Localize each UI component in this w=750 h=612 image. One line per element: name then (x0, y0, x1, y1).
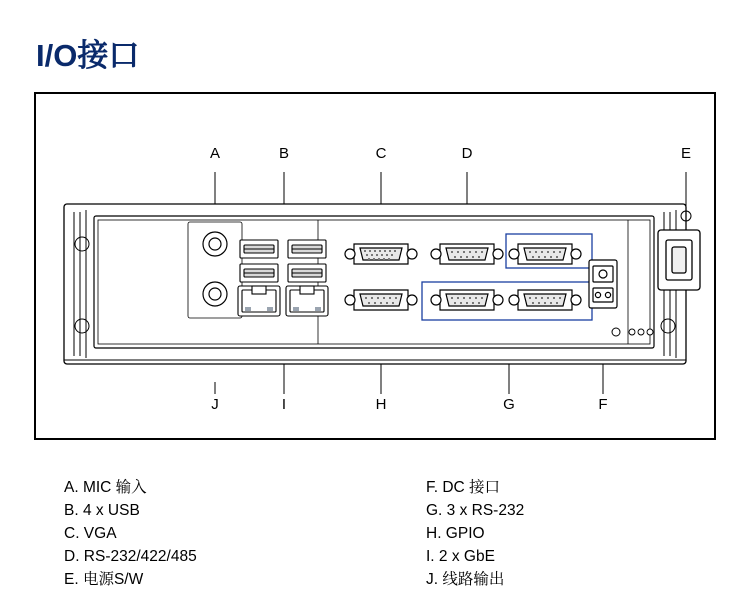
callout-label-a: A (209, 145, 220, 162)
audio-jack-mic (203, 232, 227, 256)
legend-item-b: B. 4 x USB (64, 502, 140, 519)
legend (36, 476, 716, 606)
legend-item-h: H. GPIO (426, 525, 485, 542)
legend-item-g: G. 3 x RS-232 (426, 502, 525, 519)
callout-label-g: G (503, 396, 515, 413)
io-diagram-stage (36, 94, 714, 438)
callout-label-f: F (598, 396, 608, 413)
callout-label-i: I (281, 396, 287, 413)
power-switch (658, 230, 700, 290)
gpio-port (345, 290, 417, 310)
callout-label-h: H (375, 396, 387, 413)
callout-label-j: J (211, 396, 219, 413)
legend-item-j: J. 线路输出 (426, 571, 505, 588)
legend-column-left (64, 476, 197, 591)
io-diagram-frame (34, 92, 716, 440)
rs232-422-485-port (431, 244, 503, 264)
callout-label-c: C (375, 145, 387, 162)
usb-port-2 (288, 240, 326, 258)
rs232-port-3 (509, 290, 581, 310)
page-title: I/O接口 (36, 38, 140, 73)
legend-column-right (426, 476, 524, 591)
lan-port-2 (286, 286, 328, 316)
legend-item-a: A. MIC 输入 (64, 479, 147, 496)
legend-item-e: E. 电源S/W (64, 571, 144, 588)
legend-item-f: F. DC 接口 (426, 479, 501, 496)
usb-port-3 (240, 264, 278, 282)
status-leds (629, 329, 653, 335)
legend-item-i: I. 2 x GbE (426, 548, 495, 565)
lan-port-1 (238, 286, 280, 316)
rs232-port-2 (431, 290, 503, 310)
legend-item-d: D. RS-232/422/485 (64, 548, 197, 565)
callout-label-b: B (278, 145, 289, 162)
callout-label-e: E (680, 145, 691, 162)
usb-port-4 (288, 264, 326, 282)
rs232-port-1 (509, 244, 581, 264)
callout-label-d: D (461, 145, 473, 162)
audio-jack-line-out (203, 282, 227, 306)
dc-power-connector (589, 260, 617, 308)
usb-port-1 (240, 240, 278, 258)
legend-item-c: C. VGA (64, 525, 117, 542)
